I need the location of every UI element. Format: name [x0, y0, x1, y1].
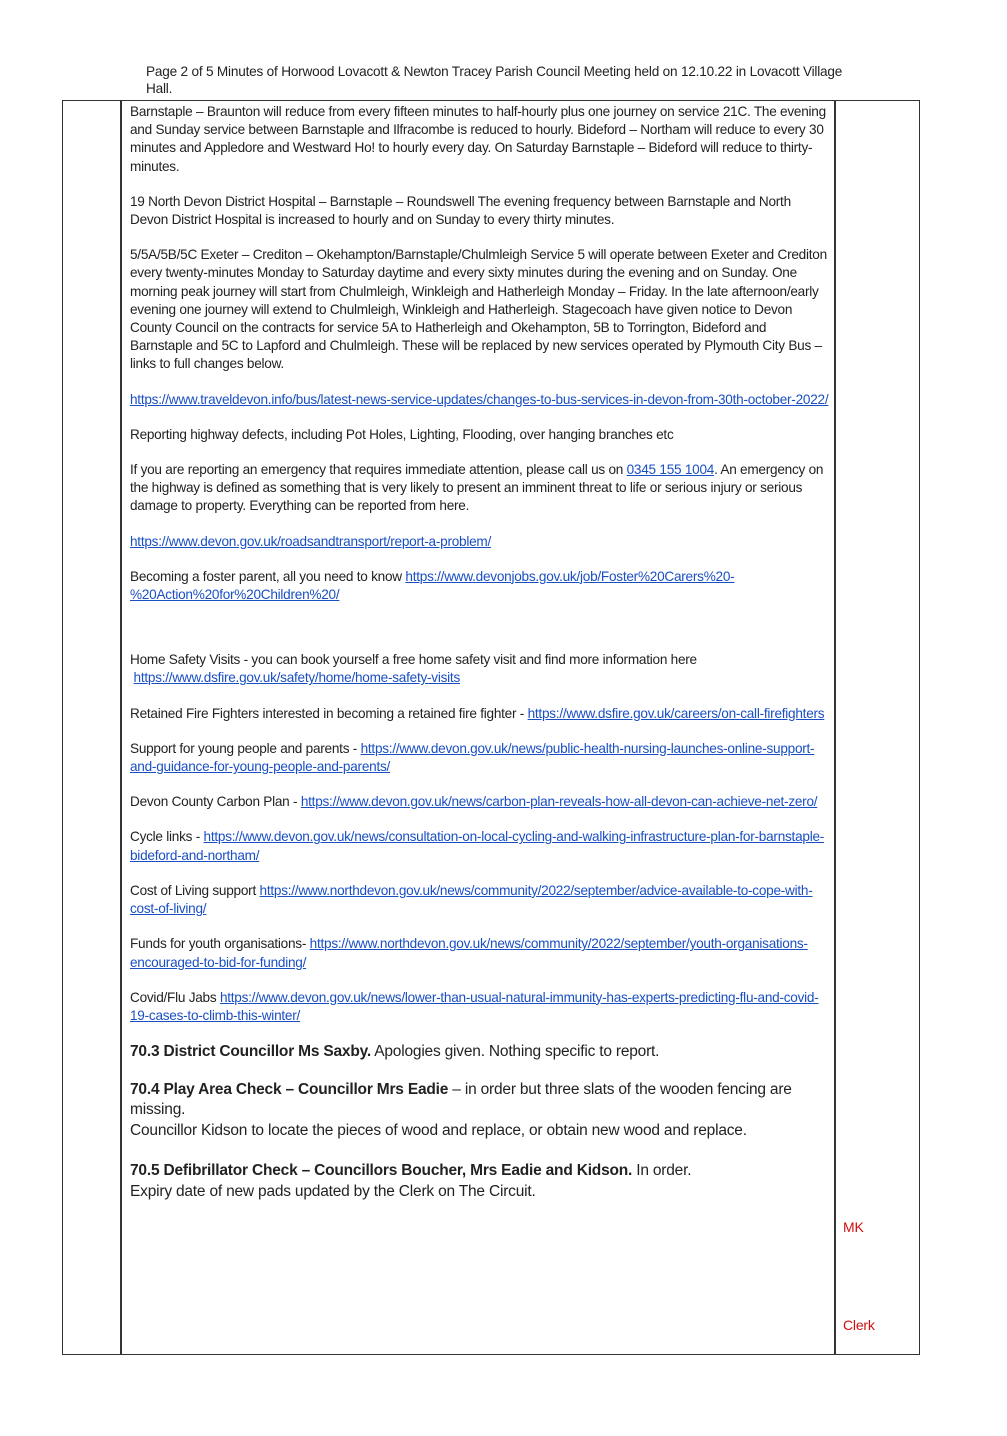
- report-problem-link[interactable]: https://www.devon.gov.uk/roadsandtransport/report-a-problem/: [130, 533, 492, 549]
- item-70-3-heading: 70.3 District Councillor Ms Saxby.: [130, 1043, 371, 1061]
- emergency-text-b: . An emergency on the highway is defined as something that is very likely to present an imminent threat to life or serious injury or serious damage to property. Everything can be reported from here.: [130, 462, 824, 514]
- phone-link[interactable]: 0345 155 1004: [626, 462, 715, 478]
- carbon-plan-text: Devon County Carbon Plan -: [130, 794, 301, 810]
- item-70-5: [130, 1161, 830, 1202]
- covid-flu-text: Covid/Flu Jabs: [130, 989, 220, 1005]
- item-70-5-detail: Expiry date of new pads updated by the Clerk on The Circuit.: [130, 1182, 536, 1200]
- item-70-3-text: Apologies given. Nothing specific to report.: [371, 1043, 660, 1061]
- item-70-3: [130, 1042, 830, 1063]
- emergency-text-a: If you are reporting an emergency that requires immediate attention, please call us on: [130, 462, 627, 478]
- action-mk: MK: [843, 1219, 864, 1235]
- fire-fighters-paragraph: [130, 705, 830, 723]
- bus-paragraph-19: 19 North Devon District Hospital – Barnstaple – Roundswell The evening frequency between Barnstaple and North Devon District Hospital is increased to hourly and on Sunday to every thirty minutes.: [130, 193, 791, 228]
- home-safety-link[interactable]: https://www.dsfire.gov.uk/safety/home/home-safety-visits: [133, 670, 461, 686]
- item-70-5-text: In order.: [632, 1162, 692, 1180]
- cost-of-living-link[interactable]: https://www.northdevon.gov.uk/news/community/2022/september/advice-available-to-cope-with-cost-of-living/: [130, 882, 813, 917]
- cost-of-living-paragraph: [130, 882, 830, 918]
- cycle-links-paragraph: [130, 828, 830, 864]
- cycle-links-link[interactable]: https://www.devon.gov.uk/news/consultation-on-local-cycling-and-walking-infrastructure-plan-for-barnstaple-bideford-and-northam/: [130, 829, 825, 863]
- carbon-plan-paragraph: [130, 793, 830, 811]
- item-70-4-action: Councillor Kidson to locate the pieces of wood and replace, or obtain new wood and replace.: [130, 1121, 747, 1139]
- foster-link[interactable]: https://www.devonjobs.gov.uk/job/Foster%20Carers%20-%20Action%20for%20Children%20/: [130, 568, 735, 603]
- home-safety-text: Home Safety Visits - you can book yourself a free home safety visit and find more information here: [130, 652, 697, 668]
- young-people-text: Support for young people and parents -: [130, 740, 361, 756]
- youth-funds-paragraph: [130, 935, 830, 971]
- cost-of-living-text: Cost of Living support: [130, 882, 260, 898]
- young-people-paragraph: [130, 740, 830, 776]
- young-people-link[interactable]: https://www.devon.gov.uk/news/public-health-nursing-launches-online-support-and-guidance-for-young-people-and-parents/: [130, 740, 815, 775]
- highway-defects-paragraph: Reporting highway defects, including Pot Holes, Lighting, Flooding, over hanging branches etc: [130, 426, 674, 442]
- table-column-divider-left: [120, 100, 122, 1355]
- fire-fighters-link[interactable]: https://www.dsfire.gov.uk/careers/on-call-firefighters: [527, 705, 825, 721]
- cycle-links-text: Cycle links -: [130, 829, 204, 845]
- emergency-paragraph: [130, 461, 830, 516]
- item-70-5-heading: 70.5 Defibrillator Check – Councillors Boucher, Mrs Eadie and Kidson.: [130, 1162, 633, 1180]
- page-header: Page 2 of 5 Minutes of Horwood Lovacott & Newton Tracey Parish Council Meeting held on 12.10.22 in Lovacott Village Hall.: [146, 64, 843, 96]
- carbon-plan-link[interactable]: https://www.devon.gov.uk/news/carbon-plan-reveals-how-all-devon-can-achieve-net-zero/: [300, 794, 818, 810]
- foster-text: Becoming a foster parent, all you need to know: [130, 568, 406, 584]
- bus-changes-paragraph: [130, 391, 830, 409]
- fire-fighters-text: Retained Fire Fighters interested in becoming a retained fire fighter -: [130, 705, 528, 721]
- youth-funds-text: Funds for youth organisations-: [130, 936, 310, 952]
- home-safety-paragraph: [130, 651, 830, 687]
- minutes-content: [130, 103, 830, 1219]
- item-70-4-text: – in order but three slats of the wooden fencing are missing.: [130, 1080, 792, 1119]
- covid-flu-link[interactable]: https://www.devon.gov.uk/news/lower-than-usual-natural-immunity-has-experts-predicting-flu-and-covid-19-cases-to-climb-this-winter/: [130, 989, 819, 1023]
- item-70-4: [130, 1080, 830, 1142]
- bus-paragraph-5: 5/5A/5B/5C Exeter – Crediton – Okehampton/Barnstaple/Chulmleigh Service 5 will operate between Exeter and Crediton every twenty-minutes Monday to Saturday daytime and every sixty minutes during the evening and on Sunday. One morning peak journey will start from Chulmleigh, Winkleigh and Hatherleigh Monday – Friday. In the late afternoon/early evening one journey will extend to Chulmleigh, Winkleigh and Hatherleigh. Stagecoach have given notice to Devon County Council on the contracts for service 5A to Hatherleigh and Okehampton, 5B to Torrington, Bideford and Barnstaple and 5C to Lapford and Chulmleigh. These will be replaced by new services operated by Plymouth City Bus – links to full changes below.: [130, 247, 827, 372]
- action-clerk: Clerk: [843, 1317, 875, 1333]
- youth-funds-link[interactable]: https://www.northdevon.gov.uk/news/community/2022/september/youth-organisations-encouraged-to-bid-for-funding/: [130, 936, 808, 970]
- table-column-divider-right: [834, 100, 836, 1355]
- bus-changes-link[interactable]: https://www.traveldevon.info/bus/latest-news-service-updates/changes-to-bus-services-in-devon-from-30th-october-2022/: [130, 391, 829, 407]
- foster-paragraph: [130, 568, 830, 604]
- covid-flu-paragraph: [130, 989, 830, 1025]
- item-70-4-heading: 70.4 Play Area Check – Councillor Mrs Eadie: [130, 1080, 449, 1098]
- report-problem-paragraph: [130, 533, 830, 551]
- spacer: [130, 621, 830, 651]
- bus-paragraph-barnstaple: Barnstaple – Braunton will reduce from every fifteen minutes to half-hourly plus one journey on service 21C. The evening and Sunday service between Barnstaple and Ilfracombe is reduced to hourly. Bideford – Northam will reduce to every 30 minutes and Appledore and Westward Ho! to hourly every day. On Saturday Barnstaple – Bideford will reduce to thirty-minutes.: [130, 104, 826, 174]
